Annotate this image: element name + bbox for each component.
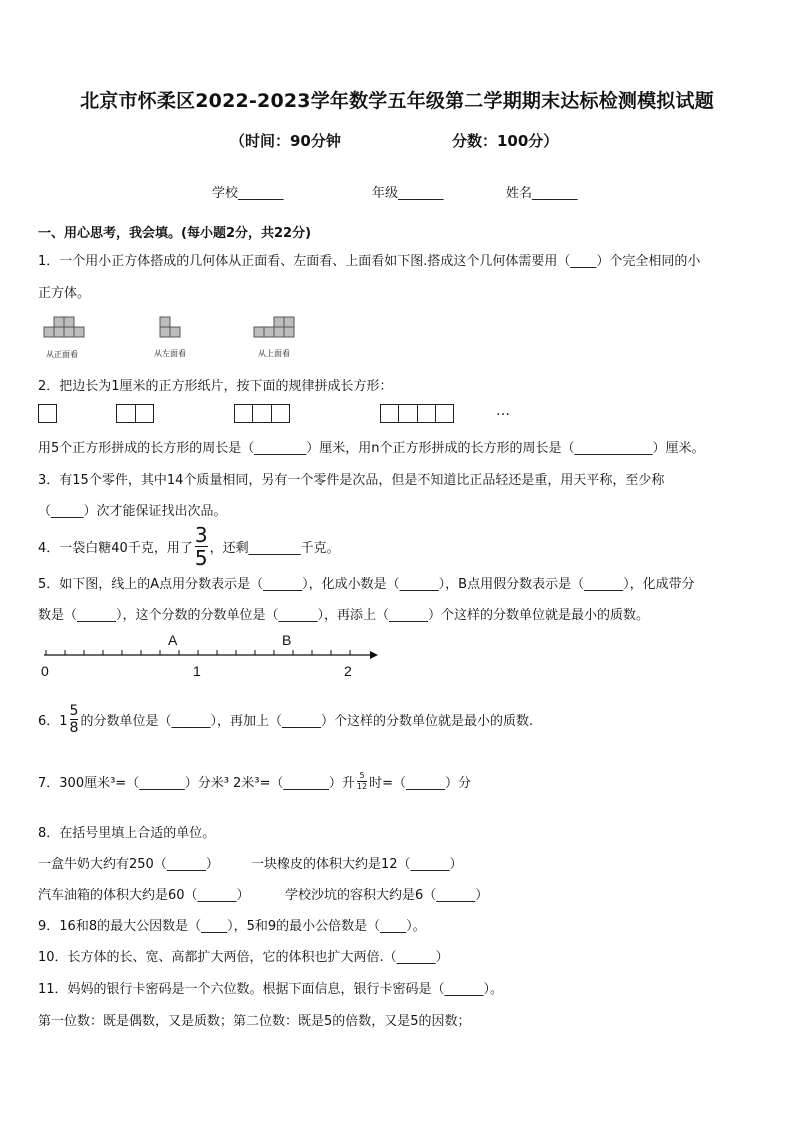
grade-field: 年级_______ bbox=[372, 186, 444, 201]
top-view-cell bbox=[284, 317, 294, 327]
question-6-after: 的分数单位是（______），再加上（______）个这样的分数单位就是最小的质数. bbox=[80, 714, 534, 729]
left-view-cell bbox=[160, 327, 170, 337]
caption-left-view: 从左面看 bbox=[154, 349, 186, 358]
exam-score: 分数：100分） bbox=[452, 132, 559, 150]
question-1-line2: 正方体。 bbox=[38, 286, 91, 301]
question-8-item-d: 学校沙坑的容积大约是6（______） bbox=[285, 888, 489, 903]
point-a-label: A bbox=[168, 632, 178, 648]
front-view-cell bbox=[44, 327, 54, 337]
question-6 bbox=[38, 704, 533, 735]
question-10: 10．长方体的长、宽、高都扩大两倍，它的体积也扩大两倍.（______） bbox=[38, 950, 449, 965]
ellipsis: … bbox=[496, 403, 510, 419]
square-row-3 bbox=[234, 404, 290, 423]
fraction-denominator: 12 bbox=[356, 782, 368, 791]
top-view-cell bbox=[284, 327, 294, 337]
question-3-line2: （_____）次才能保证找出次品。 bbox=[38, 504, 227, 519]
fraction-five-twelfths bbox=[357, 772, 367, 791]
caption-front-view: 从正面看 bbox=[46, 350, 78, 359]
fraction-numerator: 5 bbox=[69, 703, 79, 719]
tick-label-1: 1 bbox=[193, 663, 201, 679]
question-2-line1: 2．把边长为1厘米的正方形纸片，按下面的规律拼成长方形： bbox=[38, 379, 393, 394]
fraction-numerator: 3 bbox=[194, 523, 208, 547]
question-8-line1: 8．在括号里填上合适的单位。 bbox=[38, 826, 216, 841]
top-view-cell bbox=[264, 327, 274, 337]
square-row-2 bbox=[116, 404, 154, 423]
caption-top-view: 从上面看 bbox=[258, 349, 290, 358]
number-line-ticks bbox=[46, 650, 350, 655]
name-field: 姓名_______ bbox=[506, 186, 578, 201]
exam-time: （时间：90分钟 bbox=[230, 132, 341, 150]
number-line bbox=[36, 630, 386, 680]
three-view-figures bbox=[40, 313, 310, 347]
question-9: 9．16和8的最大公因数是（____），5和9的最小公倍数是（____）。 bbox=[38, 919, 426, 934]
fraction-numerator: 5 bbox=[359, 771, 365, 780]
front-view-cell bbox=[54, 317, 64, 327]
fraction-denominator: 8 bbox=[69, 720, 79, 736]
question-4-after: ，还剩________千克。 bbox=[209, 541, 340, 556]
section-heading: 一、用心思考，我会填。(每小题2分，共22分) bbox=[38, 226, 312, 241]
exam-title: 北京市怀柔区2022-2023学年数学五年级第二学期期末达标检测模拟试题 bbox=[80, 90, 714, 112]
front-view-cell bbox=[64, 327, 74, 337]
question-11-line1: 11．妈妈的银行卡密码是一个六位数。根据下面信息，银行卡密码是（______）。 bbox=[38, 982, 504, 997]
question-4 bbox=[38, 525, 340, 568]
left-view-cell bbox=[160, 317, 170, 327]
question-7-part1: 7．300厘米³=（_______）分米³ 2米³=（_______）升 bbox=[38, 776, 355, 791]
square-row-4 bbox=[380, 404, 454, 423]
question-11-line2: 第一位数：既是偶数，又是质数；第二位数：既是5的倍数，又是5的因数； bbox=[38, 1014, 471, 1029]
left-view-cell bbox=[170, 327, 180, 337]
fraction-three-fifths bbox=[195, 525, 208, 568]
top-view-cell bbox=[274, 327, 284, 337]
school-field: 学校_______ bbox=[212, 186, 284, 201]
top-view-cell bbox=[274, 317, 284, 327]
top-view-cell bbox=[254, 327, 264, 337]
tick-label-0: 0 bbox=[41, 663, 49, 679]
question-7 bbox=[38, 772, 471, 791]
front-view-cell bbox=[54, 327, 64, 337]
question-8-item-a: 一盒牛奶大约有250（______） bbox=[38, 857, 219, 872]
question-6-before: 6．1 bbox=[38, 714, 68, 729]
tick-label-2: 2 bbox=[344, 663, 352, 679]
question-4-before: 4．一袋白糖40千克，用了 bbox=[38, 541, 193, 556]
number-line-arrow bbox=[370, 651, 378, 659]
fraction-five-eighths bbox=[70, 704, 79, 735]
point-b-label: B bbox=[282, 632, 292, 648]
question-3-line1: 3．有15个零件，其中14个质量相同，另有一个零件是次品，但是不知道比正品轻还是重，用天平称，至少称 bbox=[38, 473, 665, 488]
square-row-1 bbox=[38, 404, 57, 423]
question-5-line1: 5．如下图，线上的A点用分数表示是（______），化成小数是（______），B点用假分数表示是（______），化成带分 bbox=[38, 577, 695, 592]
question-5-line2: 数是（______），这个分数的分数单位是（______），再添上（______）个这样的分数单位就是最小的质数。 bbox=[38, 608, 650, 623]
question-7-part2: 时=（______）分 bbox=[369, 776, 472, 791]
question-2-line2: 用5个正方形拼成的长方形的周长是（________）厘米，用n个正方形拼成的长方形的周长是（____________）厘米。 bbox=[38, 441, 705, 456]
fraction-denominator: 5 bbox=[194, 546, 208, 570]
question-8-item-b: 一块橡皮的体积大约是12（______） bbox=[251, 857, 463, 872]
question-1-line1: 1．一个用小正方体搭成的几何体从正面看、左面看、上面看如下图.搭成这个几何体需要用（____）个完全相同的小 bbox=[38, 254, 701, 269]
front-view-cell bbox=[74, 327, 84, 337]
question-8-item-c: 汽车油箱的体积大约是60（______） bbox=[38, 888, 250, 903]
front-view-cell bbox=[64, 317, 74, 327]
